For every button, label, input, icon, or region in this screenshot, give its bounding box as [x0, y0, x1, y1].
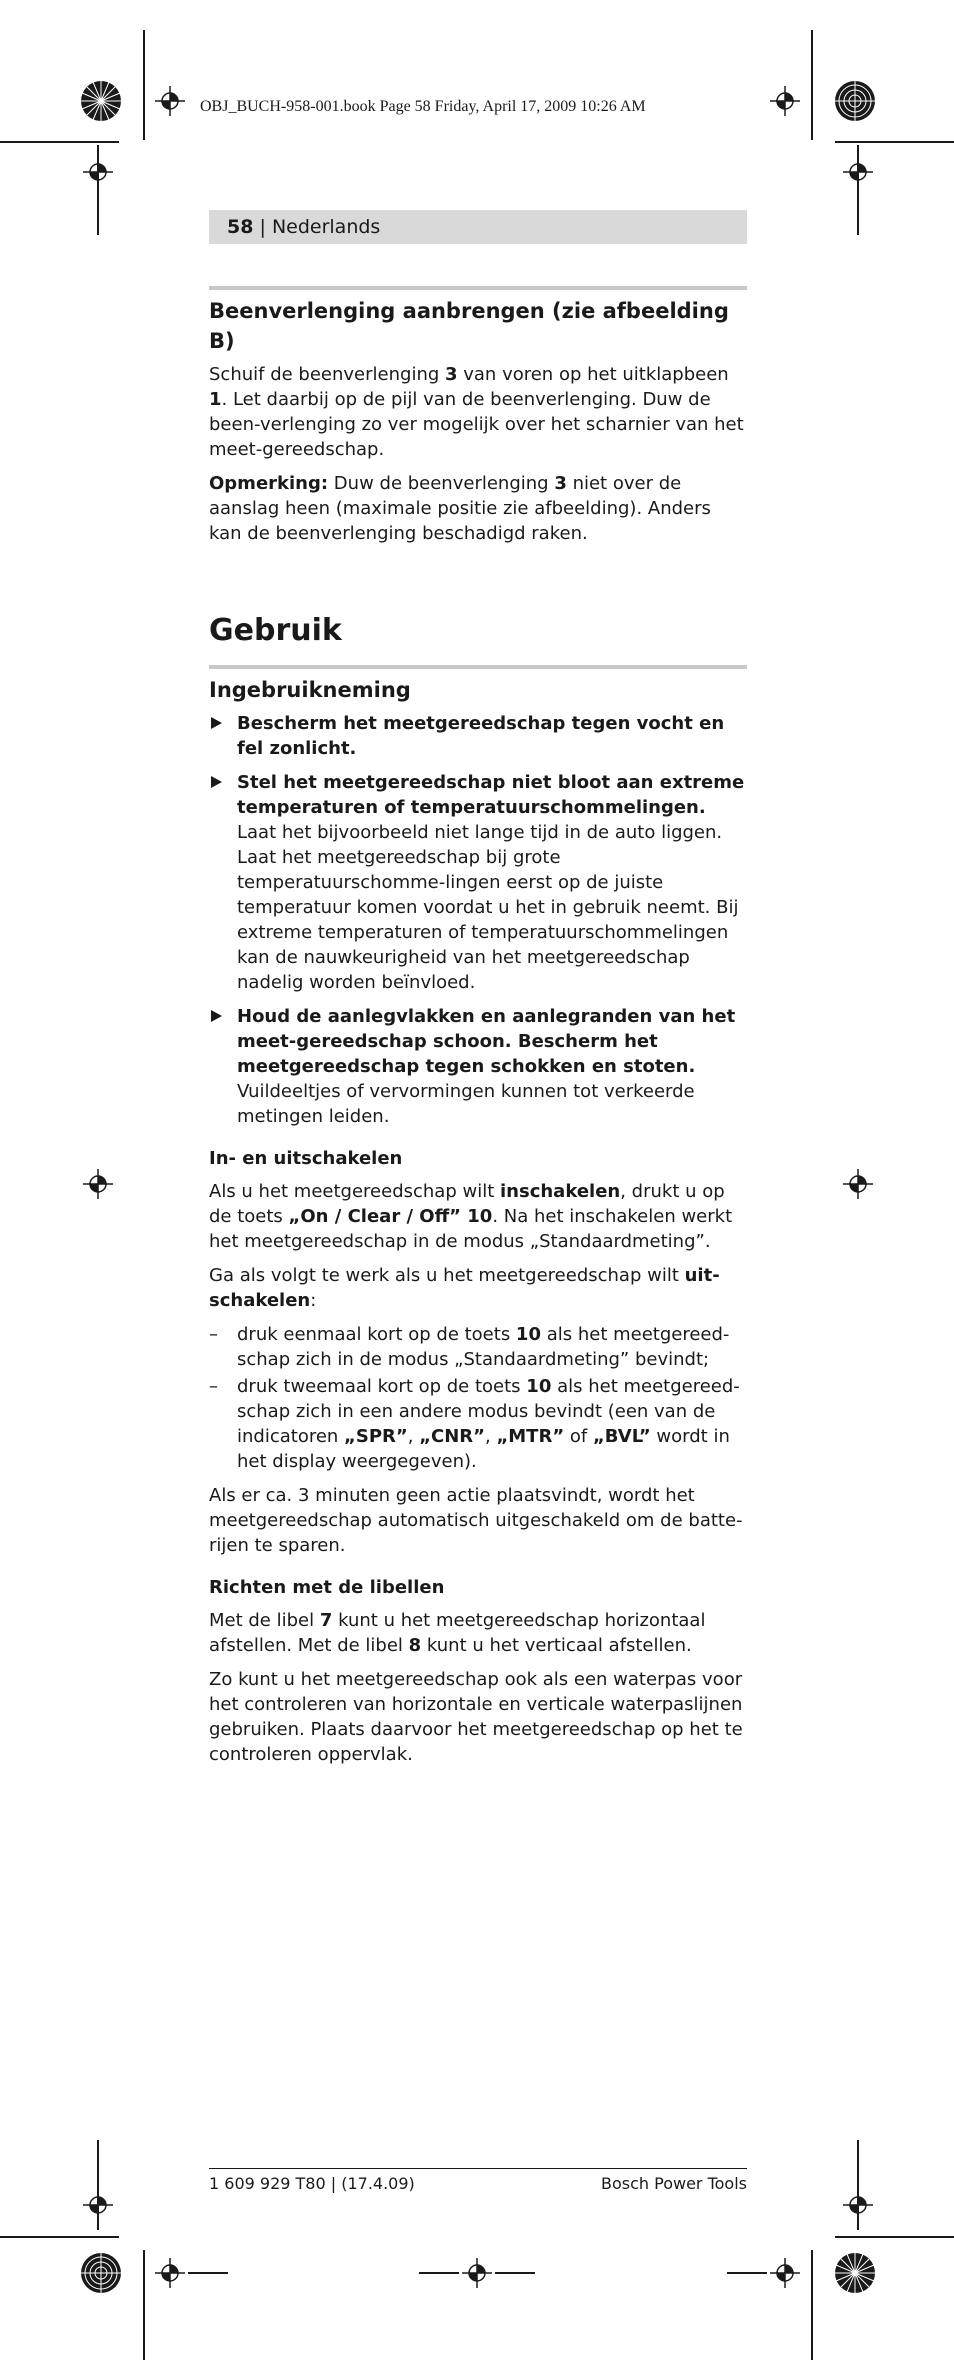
header-separator: |	[253, 216, 272, 238]
page-header	[209, 210, 747, 244]
crop-mark	[811, 30, 813, 140]
paragraph: Ga als volgt te werk als u het meetgereedschap wilt uit-schakelen:	[209, 1265, 720, 1311]
registration-mark-icon	[83, 1169, 113, 1199]
paragraph: Schuif de beenverlenging 3 van voren op het uitklapbeen 1. Let daarbij op de pijl van de beenverlenging. Duw de been-verlenging zo ver mogelijk over het scharnier van het meet-gereedschap.	[209, 364, 744, 460]
starburst-target-icon	[80, 80, 122, 122]
registration-mark-icon	[462, 2258, 492, 2288]
registration-mark-icon	[843, 1169, 873, 1199]
registration-mark-icon	[155, 86, 185, 116]
paragraph: Als u het meetgereedschap wilt inschakelen, drukt u op de toets „On / Clear / Off” 10. Na het inschakelen werkt het meetgereedschap in de modus „Standaardmeting”.	[209, 1181, 733, 1252]
crop-mark	[0, 141, 119, 143]
main-content	[209, 286, 747, 1776]
starburst-target-icon	[80, 2252, 122, 2294]
page-number: 58	[227, 216, 254, 238]
crop-mark	[0, 2236, 119, 2238]
bullet-arrow-icon	[211, 776, 222, 788]
crop-mark	[835, 2236, 954, 2238]
paragraph: Opmerking: Duw de beenverlenging 3 niet over de aanslag heen (maximale positie zie afbeelding). Anders kan de beenverlenging beschadigd raken.	[209, 473, 711, 544]
registration-mark-icon	[83, 157, 113, 187]
crop-mark	[727, 2272, 767, 2274]
print-slug-line: OBJ_BUCH-958-001.book Page 58 Friday, April 17, 2009 10:26 AM	[200, 98, 646, 115]
subsection-heading: In- en uitschakelen	[209, 1148, 403, 1169]
list-item: Stel het meetgereedschap niet bloot aan extreme temperaturen of temperatuurschommelingen. Laat het bijvoorbeeld niet lange tijd in de auto liggen. Laat het meetgereedschap bij grote temperatuurschomme-lingen eerst op de juiste temperatuur komen voordat u het in gebruik neemt. Bij extreme temperaturen of temperatuurschommelingen kan de nauwkeurigheid van het meetgereedschap nadelig worden beïnvloed.	[209, 770, 747, 995]
section-divider	[209, 665, 747, 669]
list-item: Bescherm het meetgereedschap tegen vocht en fel zonlicht.	[209, 711, 747, 761]
registration-mark-icon	[83, 2190, 113, 2220]
starburst-target-icon	[834, 80, 876, 122]
footer-divider	[209, 2168, 747, 2169]
list-item: Houd de aanlegvlakken en aanlegranden van het meet-gereedschap schoon. Bescherm het meetgereedschap tegen schokken en stoten. Vuildeeltjes of vervormingen kunnen tot verkeerde metingen leiden.	[209, 1004, 747, 1129]
footer-publisher: Bosch Power Tools	[601, 2174, 747, 2193]
registration-mark-icon	[155, 2258, 185, 2288]
section-divider	[209, 286, 747, 290]
subsection-heading: Richten met de libellen	[209, 1577, 445, 1598]
bullet-arrow-icon	[211, 717, 222, 729]
registration-mark-icon	[843, 157, 873, 187]
starburst-target-icon	[834, 2252, 876, 2294]
footer-doc-number: 1 609 929 T80 | (17.4.09)	[209, 2174, 415, 2193]
crop-mark	[143, 30, 145, 140]
chapter-heading: Gebruik	[209, 613, 342, 648]
crop-mark	[495, 2272, 535, 2274]
paragraph: Zo kunt u het meetgereedschap ook als een waterpas voor het controleren van horizontale en verticale waterpaslijnen gebruiken. Plaats daarvoor het meetgereedschap op het te controleren oppervlak.	[209, 1669, 743, 1765]
header-language: Nederlands	[271, 216, 381, 238]
paragraph: Met de libel 7 kunt u het meetgereedschap horizontaal afstellen. Met de libel 8 kunt u het verticaal afstellen.	[209, 1610, 706, 1656]
section-heading: Beenverlenging aanbrengen (zie afbeelding B)	[209, 299, 729, 353]
list-item: – druk eenmaal kort op de toets 10 als het meetgereed-schap zich in de modus „Standaardmeting” bevindt;	[209, 1324, 730, 1370]
crop-mark	[188, 2272, 228, 2274]
crop-mark	[143, 2250, 145, 2360]
registration-mark-icon	[770, 86, 800, 116]
crop-mark	[835, 141, 954, 143]
paragraph: Als er ca. 3 minuten geen actie plaatsvindt, wordt het meetgereedschap automatisch uitgeschakeld om de batte-rijen te sparen.	[209, 1485, 743, 1556]
list-item: – druk tweemaal kort op de toets 10 als het meetgereed-schap zich in een andere modus bevindt (een van de indicatoren „SPR”, „CNR”, „MTR” of „BVL” wordt in het display weergegeven).	[209, 1376, 740, 1472]
crop-mark	[419, 2272, 459, 2274]
section-heading: Ingebruikneming	[209, 678, 411, 702]
registration-mark-icon	[843, 2190, 873, 2220]
registration-mark-icon	[770, 2258, 800, 2288]
bullet-arrow-icon	[211, 1010, 222, 1022]
crop-mark	[811, 2250, 813, 2360]
